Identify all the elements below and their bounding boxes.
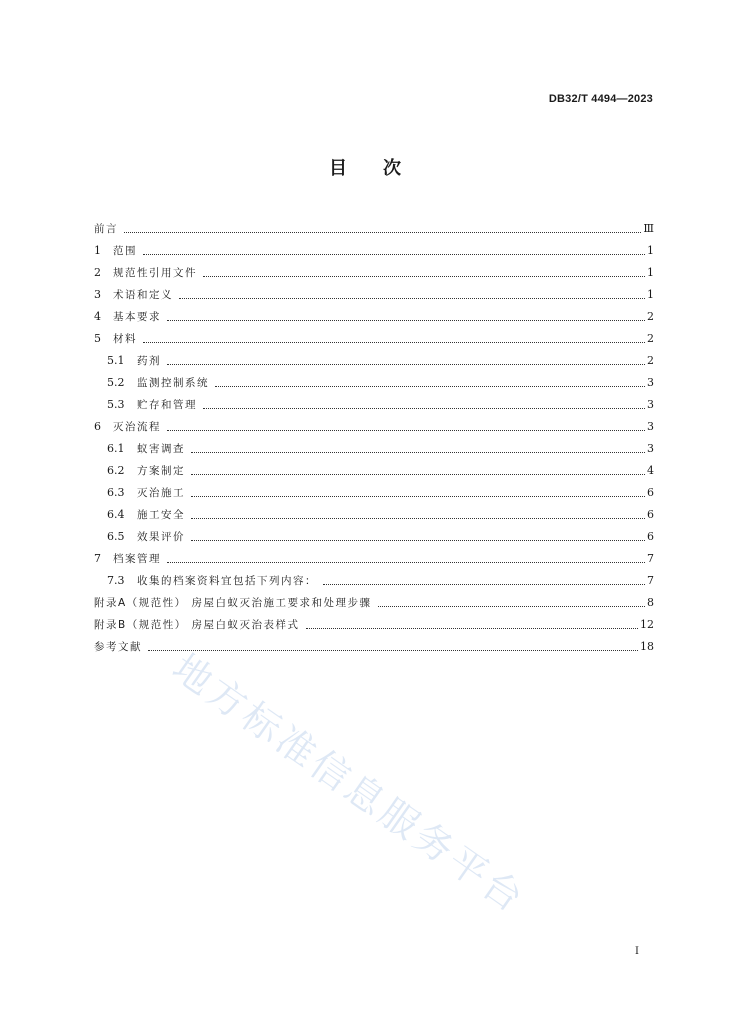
toc-entry[interactable] bbox=[94, 566, 654, 588]
toc-entry-label: 灭治施工 bbox=[137, 487, 185, 499]
toc-entry-page: 3 bbox=[647, 442, 654, 455]
toc-entry[interactable] bbox=[94, 478, 654, 500]
toc-entry-page: 1 bbox=[647, 266, 654, 279]
toc-entry[interactable] bbox=[94, 456, 654, 478]
toc-entry-label: 施工安全 bbox=[137, 509, 185, 521]
toc-entry-number: 6 bbox=[94, 420, 101, 433]
toc-dot-leader bbox=[191, 473, 645, 475]
toc-entry[interactable] bbox=[94, 324, 654, 346]
toc-entry-label: 范围 bbox=[113, 245, 137, 257]
toc-entry-page: Ⅲ bbox=[643, 222, 654, 235]
toc-dot-leader bbox=[306, 627, 638, 629]
toc-dot-leader bbox=[191, 517, 645, 519]
toc-entry-number: 5.3 bbox=[107, 398, 125, 411]
toc-entry[interactable] bbox=[94, 258, 654, 280]
toc-entry[interactable] bbox=[94, 346, 654, 368]
toc-entry-page: 3 bbox=[647, 376, 654, 389]
toc-entry-label: 附录B（规范性） 房屋白蚁灭治表样式 bbox=[94, 619, 300, 631]
toc-entry-number: 7 bbox=[94, 552, 101, 565]
toc-entry-page: 2 bbox=[647, 354, 654, 367]
toc-entry-label: 贮存和管理 bbox=[137, 399, 197, 411]
toc-dot-leader bbox=[143, 341, 645, 343]
toc-entry[interactable] bbox=[94, 522, 654, 544]
toc-dot-leader bbox=[143, 253, 645, 255]
title-second-char: 次 bbox=[383, 158, 401, 179]
standard-number: DB32/T 4494—2023 bbox=[548, 93, 653, 105]
page-title bbox=[0, 154, 730, 180]
toc-entry-page: 7 bbox=[647, 574, 654, 587]
page-number: I bbox=[635, 946, 639, 957]
toc-entry-number: 6.1 bbox=[107, 442, 125, 455]
toc-dot-leader bbox=[203, 407, 645, 409]
toc-dot-leader bbox=[378, 605, 645, 607]
toc-entry[interactable] bbox=[94, 280, 654, 302]
toc-entry-label: 效果评价 bbox=[137, 531, 185, 543]
toc-entry-number: 7.3 bbox=[107, 574, 125, 587]
toc-entry-page: 6 bbox=[647, 486, 654, 499]
toc-entry-label: 方案制定 bbox=[137, 465, 185, 477]
toc-entry-label: 药剂 bbox=[137, 355, 161, 367]
toc-dot-leader bbox=[179, 297, 645, 299]
toc-entry-label: 灭治流程 bbox=[113, 421, 161, 433]
toc-entry-number: 5.2 bbox=[107, 376, 125, 389]
toc-entry-page: 1 bbox=[647, 244, 654, 257]
toc-dot-leader bbox=[167, 561, 645, 563]
toc-entry-number: 6.4 bbox=[107, 508, 125, 521]
toc-dot-leader bbox=[124, 231, 641, 233]
toc-entry-label: 术语和定义 bbox=[113, 289, 173, 301]
toc-dot-leader bbox=[167, 363, 645, 365]
toc-entry[interactable] bbox=[94, 368, 654, 390]
toc-entry[interactable] bbox=[94, 544, 654, 566]
toc-entry-page: 6 bbox=[647, 530, 654, 543]
toc-entry-page: 4 bbox=[647, 464, 654, 477]
toc-entry-page: 3 bbox=[647, 398, 654, 411]
toc-entry-page: 3 bbox=[647, 420, 654, 433]
toc-dot-leader bbox=[167, 429, 645, 431]
toc-dot-leader bbox=[191, 451, 645, 453]
toc-entry[interactable] bbox=[94, 632, 654, 654]
toc-entry-number: 6.2 bbox=[107, 464, 125, 477]
toc-entry-label: 规范性引用文件 bbox=[113, 267, 197, 279]
toc-entry-label: 收集的档案资料宜包括下列内容： bbox=[137, 575, 317, 587]
toc-entry-number: 6.3 bbox=[107, 486, 125, 499]
toc-entry-number: 6.5 bbox=[107, 530, 125, 543]
toc-entry-label: 基本要求 bbox=[113, 311, 161, 323]
toc-entry-number: 5 bbox=[94, 332, 101, 345]
toc-entry-page: 1 bbox=[647, 288, 654, 301]
toc-entry-page: 7 bbox=[647, 552, 654, 565]
toc-dot-leader bbox=[323, 583, 645, 585]
toc-entry-label: 蚁害调查 bbox=[137, 443, 185, 455]
toc-entry-label: 附录A（规范性） 房屋白蚁灭治施工要求和处理步骤 bbox=[94, 597, 372, 609]
title-first-char: 目 bbox=[329, 158, 347, 179]
toc-entry[interactable] bbox=[94, 500, 654, 522]
toc-entry-number: 3 bbox=[94, 288, 101, 301]
toc-entry-page: 12 bbox=[640, 618, 654, 631]
toc-entry-page: 2 bbox=[647, 310, 654, 323]
toc-entry-label: 监测控制系统 bbox=[137, 377, 209, 389]
toc-entry-page: 6 bbox=[647, 508, 654, 521]
toc-entry-number: 5.1 bbox=[107, 354, 125, 367]
toc-entry-page: 18 bbox=[640, 640, 654, 653]
toc-dot-leader bbox=[191, 539, 645, 541]
toc-entry[interactable] bbox=[94, 412, 654, 434]
toc-entry-label: 前言 bbox=[94, 223, 118, 235]
toc-entry[interactable] bbox=[94, 214, 654, 236]
table-of-contents bbox=[94, 214, 654, 654]
toc-entry-page: 8 bbox=[647, 596, 654, 609]
toc-entry-label: 参考文献 bbox=[94, 641, 142, 653]
toc-entry[interactable] bbox=[94, 610, 654, 632]
watermark: 地方标准信息服务平台 bbox=[164, 645, 534, 923]
toc-entry-page: 2 bbox=[647, 332, 654, 345]
toc-entry-number: 4 bbox=[94, 310, 101, 323]
toc-entry[interactable] bbox=[94, 236, 654, 258]
toc-entry-label: 材料 bbox=[113, 333, 137, 345]
toc-dot-leader bbox=[203, 275, 645, 277]
toc-dot-leader bbox=[215, 385, 645, 387]
toc-entry[interactable] bbox=[94, 302, 654, 324]
toc-entry-label: 档案管理 bbox=[113, 553, 161, 565]
toc-dot-leader bbox=[148, 649, 638, 651]
toc-entry-number: 2 bbox=[94, 266, 101, 279]
toc-dot-leader bbox=[167, 319, 645, 321]
toc-entry[interactable] bbox=[94, 588, 654, 610]
toc-dot-leader bbox=[191, 495, 645, 497]
toc-entry[interactable] bbox=[94, 434, 654, 456]
toc-entry-number: 1 bbox=[94, 244, 101, 257]
toc-entry[interactable] bbox=[94, 390, 654, 412]
